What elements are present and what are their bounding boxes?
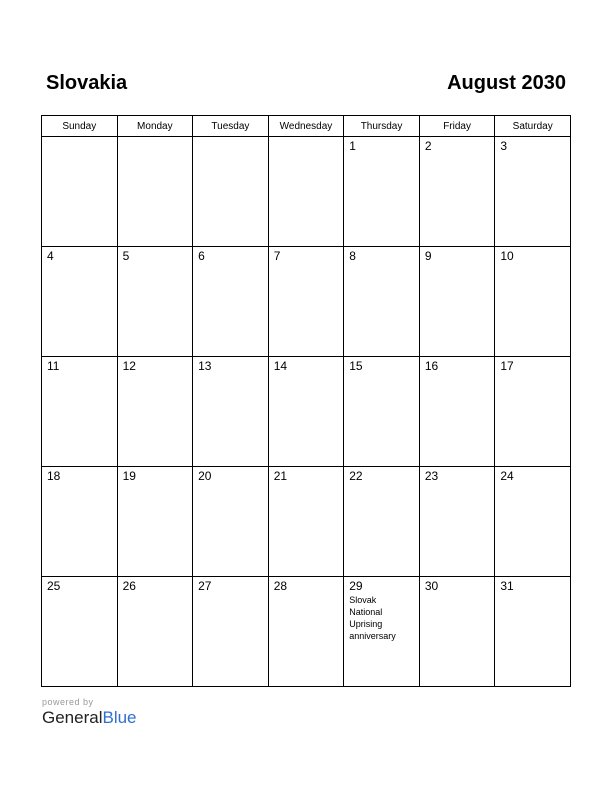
day-number: 10 (500, 249, 514, 263)
day-number: 23 (424, 469, 439, 483)
day-number: 20 (198, 469, 212, 483)
day-cell (344, 357, 420, 467)
day-cell (495, 467, 571, 577)
day-number (118, 137, 193, 139)
day-cell (344, 247, 420, 357)
day-cell (419, 467, 495, 577)
calendar-grid (41, 115, 571, 687)
week-row (42, 577, 571, 687)
day-cell (495, 137, 571, 247)
day-number: 16 (424, 359, 439, 373)
day-cell (495, 577, 571, 687)
weekday-tuesday: Tuesday (193, 116, 269, 137)
powered-by-label: powered by (42, 697, 94, 707)
day-number: 29 (349, 579, 363, 593)
day-number: 11 (47, 359, 60, 373)
weekday-header-row (42, 116, 571, 137)
day-number: 17 (500, 359, 514, 373)
day-number: 24 (500, 469, 514, 483)
day-number: 8 (349, 249, 356, 263)
day-cell (344, 467, 420, 577)
day-cell (193, 357, 269, 467)
generalblue-logo (42, 708, 137, 728)
week-row (42, 467, 571, 577)
day-number: 19 (122, 469, 136, 483)
weekday-wednesday: Wednesday (268, 116, 344, 137)
weekday-sunday: Sunday (42, 116, 118, 137)
country-title: Slovakia (46, 72, 128, 94)
day-cell (117, 577, 193, 687)
day-number: 9 (424, 249, 432, 263)
weekday-saturday: Saturday (495, 116, 571, 137)
day-number: 25 (47, 579, 61, 593)
day-number: 12 (122, 359, 136, 373)
day-number: 4 (47, 249, 54, 263)
day-number: 7 (273, 249, 281, 263)
month-year-title: August 2030 (447, 72, 566, 94)
day-cell (117, 137, 193, 247)
day-cell (42, 357, 118, 467)
day-cell (193, 137, 269, 247)
footer-branding (42, 697, 137, 728)
day-cell (193, 247, 269, 357)
day-number: 31 (500, 579, 514, 593)
day-number (269, 137, 344, 139)
weekday-friday: Friday (419, 116, 495, 137)
day-cell (42, 137, 118, 247)
day-cell (344, 577, 420, 687)
day-number: 30 (424, 579, 439, 593)
day-number: 3 (500, 139, 508, 153)
day-cell (117, 247, 193, 357)
brand-general: General (42, 708, 103, 727)
holiday-label: Slovak National Uprising anniversary (349, 595, 396, 641)
weekday-monday: Monday (117, 116, 193, 137)
day-cell (42, 247, 118, 357)
week-row (42, 247, 571, 357)
day-number: 26 (122, 579, 136, 593)
day-cell (42, 467, 118, 577)
brand-blue: Blue (102, 708, 137, 727)
week-row (42, 137, 571, 247)
day-number: 21 (273, 469, 288, 483)
day-cell (419, 137, 495, 247)
day-cell (419, 357, 495, 467)
day-cell (268, 247, 344, 357)
day-cell (419, 577, 495, 687)
day-number: 1 (349, 139, 356, 153)
day-number (42, 137, 117, 139)
day-number: 14 (273, 359, 288, 373)
day-cell (495, 247, 571, 357)
day-number (193, 137, 268, 139)
week-row (42, 357, 571, 467)
day-cell (193, 577, 269, 687)
day-number: 13 (198, 359, 212, 373)
day-number: 5 (122, 249, 130, 263)
day-cell (268, 137, 344, 247)
day-cell (268, 577, 344, 687)
day-cell (42, 577, 118, 687)
day-number: 22 (349, 469, 363, 483)
day-cell (419, 247, 495, 357)
day-number: 6 (198, 249, 205, 263)
day-number: 27 (198, 579, 212, 593)
day-cell (495, 357, 571, 467)
day-number: 15 (349, 359, 363, 373)
day-cell (344, 137, 420, 247)
day-cell (268, 467, 344, 577)
day-cell (268, 357, 344, 467)
day-number: 28 (273, 579, 288, 593)
weekday-thursday: Thursday (344, 116, 420, 137)
day-cell (117, 357, 193, 467)
day-cell (117, 467, 193, 577)
day-number: 2 (424, 139, 432, 153)
day-cell (193, 467, 269, 577)
day-number: 18 (47, 469, 61, 483)
